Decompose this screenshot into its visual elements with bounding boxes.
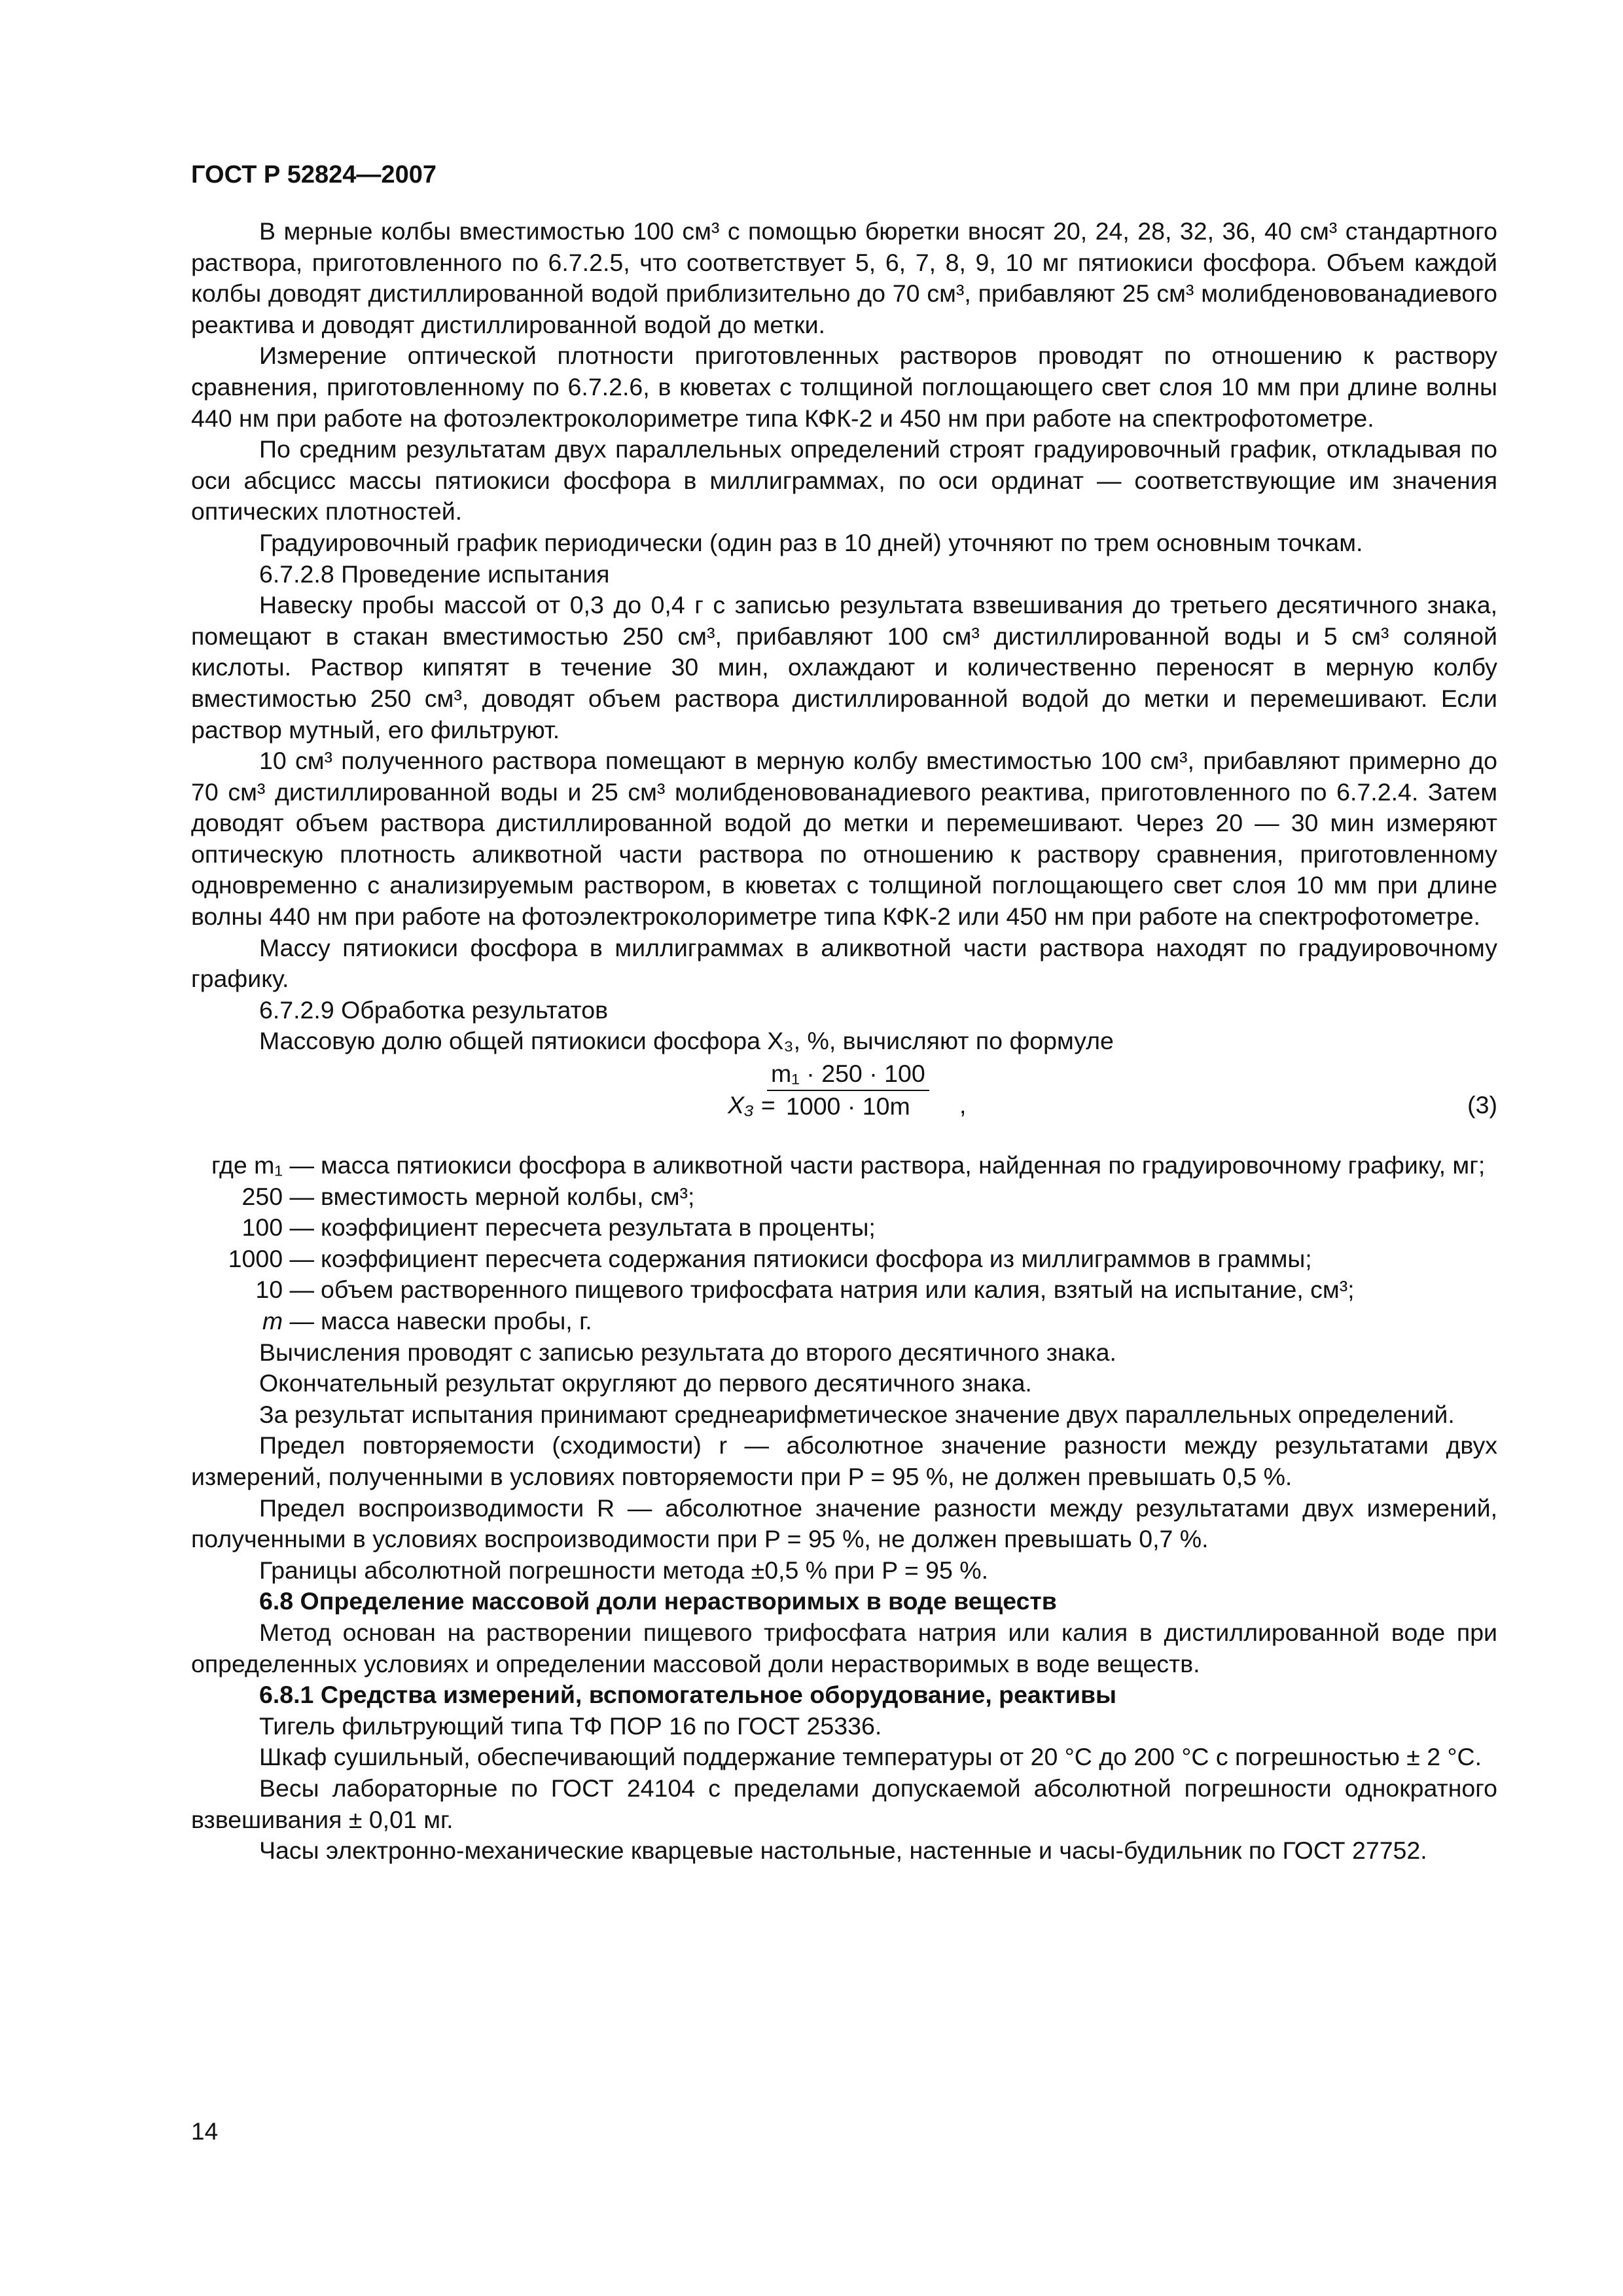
formula-number: (3) bbox=[1467, 1091, 1497, 1119]
definition-symbol: 100 — bbox=[241, 1213, 314, 1242]
definition-row bbox=[191, 1150, 1497, 1181]
section-heading-6-8-1: 6.8.1 Средства измерений, вспомогательное оборудование, реактивы bbox=[259, 1681, 1117, 1709]
formula-definitions bbox=[191, 1150, 1497, 1337]
definition-text: коэффициент пересчета результата в проценты; bbox=[321, 1213, 876, 1242]
definition-row bbox=[191, 1181, 1497, 1213]
definition-row bbox=[191, 1306, 1497, 1337]
formula-denominator: 1000 · 10m bbox=[785, 1092, 910, 1120]
definition-symbol: m — bbox=[262, 1307, 314, 1335]
paragraph: Часы электронно-механические кварцевые настольные, настенные и часы-будильник по ГОСТ 27752. bbox=[259, 1837, 1427, 1865]
formula-fraction bbox=[767, 1058, 929, 1122]
section-heading-6-8: 6.8 Определение массовой доли нерастворимых в воде веществ bbox=[259, 1587, 1057, 1615]
formula-comma: , bbox=[959, 1091, 967, 1119]
definition-row bbox=[191, 1212, 1497, 1244]
paragraph: В мерные колбы вместимостью 100 см³ с помощью бюретки вносят 20, 24, 28, 32, 36, 40 см³ стандартного раствора, приготовленного по 6.7.2.5, что соответствует 5, 6, 7, 8, 9, 10 мг пятиокиси фосфора. Объем каждой колбы доводят дистиллированной водой приблизительно до 70 см³, прибавляют 25 см³ молибденовованадиевого реактива и доводят дистиллированной водой до метки. bbox=[191, 217, 1497, 338]
definition-row bbox=[191, 1244, 1497, 1275]
definition-symbol: 250 — bbox=[241, 1182, 314, 1210]
paragraph: Вычисления проводят с записью результата до второго десятичного знака. bbox=[259, 1338, 1116, 1366]
definition-symbol: 10 — bbox=[255, 1276, 314, 1304]
document-header: ГОСТ Р 52824—2007 bbox=[191, 161, 437, 188]
paragraph: Шкаф сушильный, обеспечивающий поддержание температуры от 20 °С до 200 °С с погрешностью ± 2 °С. bbox=[259, 1743, 1482, 1771]
paragraph: Предел повторяемости (сходимости) r — абсолютное значение разности между результатами двух измерений, полученными в условиях повторяемости при P = 95 %, не должен превышать 0,5 %. bbox=[191, 1431, 1497, 1490]
paragraph: Градуировочный график периодически (один раз в 10 дней) уточняют по трем основным точкам. bbox=[259, 528, 1363, 556]
paragraph: Массу пятиокиси фосфора в миллиграммах в аликвотной части раствора находят по градуировочному графику. bbox=[191, 933, 1497, 993]
paragraph: Метод основан на растворении пищевого трифосфата натрия или калия в дистиллированной воде при определенных условиях и определении массовой доли нерастворимых в воде веществ. bbox=[191, 1618, 1497, 1677]
definition-text: масса пятиокиси фосфора в аликвотной части раствора, найденная по градуировочному графику, мг; bbox=[321, 1151, 1486, 1179]
paragraph: Окончательный результат округляют до первого десятичного знака. bbox=[259, 1369, 1032, 1397]
paragraph: Тигель фильтрующий типа ТФ ПОР 16 по ГОСТ 25336. bbox=[259, 1712, 882, 1740]
paragraph: Границы абсолютной погрешности метода ±0,5 % при P = 95 %. bbox=[259, 1556, 989, 1584]
formula-numerator: m₁ · 250 · 100 bbox=[767, 1058, 929, 1091]
paragraph: Массовую долю общей пятиокиси фосфора X₃, %, вычисляют по формуле bbox=[259, 1027, 1114, 1055]
formula-lhs: X₃ = bbox=[728, 1091, 776, 1119]
definition-text: коэффициент пересчета содержания пятиокиси фосфора из миллиграммов в граммы; bbox=[321, 1244, 1312, 1272]
paragraph: По средним результатам двух параллельных определений строят градуировочный график, откладывая по оси абсцисс массы пятиокиси фосфора в миллиграммах, по оси ординат — соответствующие им значения оптических плотностей. bbox=[191, 435, 1497, 526]
paragraph: Предел воспроизводимости R — абсолютное значение разности между результатами двух измерений, полученными в условиях воспроизводимости при P = 95 %, не должен превышать 0,7 %. bbox=[191, 1494, 1497, 1553]
definition-row bbox=[191, 1274, 1497, 1306]
document-body bbox=[191, 216, 1497, 1867]
definition-text: вместимость мерной колбы, см³; bbox=[321, 1182, 695, 1210]
definition-text: масса навески пробы, г. bbox=[321, 1307, 592, 1335]
definition-symbol: где m₁ — bbox=[211, 1151, 314, 1179]
definition-symbol: 1000 — bbox=[228, 1244, 314, 1272]
page-number: 14 bbox=[191, 2118, 219, 2145]
definition-text: объем растворенного пищевого трифосфата натрия или калия, взятый на испытание, см³; bbox=[321, 1276, 1355, 1304]
paragraph: Навеску пробы массой от 0,3 до 0,4 г с записью результата взвешивания до третьего десятичного знака, помещают в стакан вместимостью 250 см³, прибавляют 100 см³ дистиллированной воды и 5 см³ соляной кислоты. Раствор кипятят в течение 30 мин, охлаждают и количественно переносят в мерную колбу вместимостью 250 см³, доводят объем раствора дистиллированной водой до метки и перемешивают. Если раствор мутный, его фильтруют. bbox=[191, 591, 1497, 744]
formula-3 bbox=[191, 1057, 1497, 1150]
paragraph: За результат испытания принимают среднеарифметическое значение двух параллельных определений. bbox=[259, 1400, 1455, 1428]
paragraph: 10 см³ полученного раствора помещают в мерную колбу вместимостью 100 см³, прибавляют примерно до 70 см³ дистиллированной воды и 25 см³ молибденовованадиевого реактива, приготовленного по 6.7.2.4. Затем доводят объем раствора дистиллированной водой до метки и перемешивают. Через 20 — 30 мин измеряют оптическую плотность аликвотной части раствора по отношению к раствору сравнения, приготовленному одновременно с анализируемым раствором, в кюветах с толщиной поглощающего свет слоя 10 мм при длине волны 440 нм при работе на фотоэлектроколориметре типа КФК-2 или 450 нм при работе на спектрофотометре. bbox=[191, 747, 1497, 931]
paragraph: Весы лабораторные по ГОСТ 24104 с пределами допускаемой абсолютной погрешности однократного взвешивания ± 0,01 мг. bbox=[191, 1774, 1497, 1833]
subsection-heading: 6.7.2.8 Проведение испытания bbox=[259, 560, 610, 588]
paragraph: Измерение оптической плотности приготовленных растворов проводят по отношению к раствору сравнения, приготовленному по 6.7.2.6, в кюветах с толщиной поглощающего свет слоя 10 мм при длине волны 440 нм при работе на фотоэлектроколориметре типа КФК-2 и 450 нм при работе на спектрофотометре. bbox=[191, 342, 1497, 432]
subsection-heading: 6.7.2.9 Обработка результатов bbox=[259, 996, 609, 1024]
